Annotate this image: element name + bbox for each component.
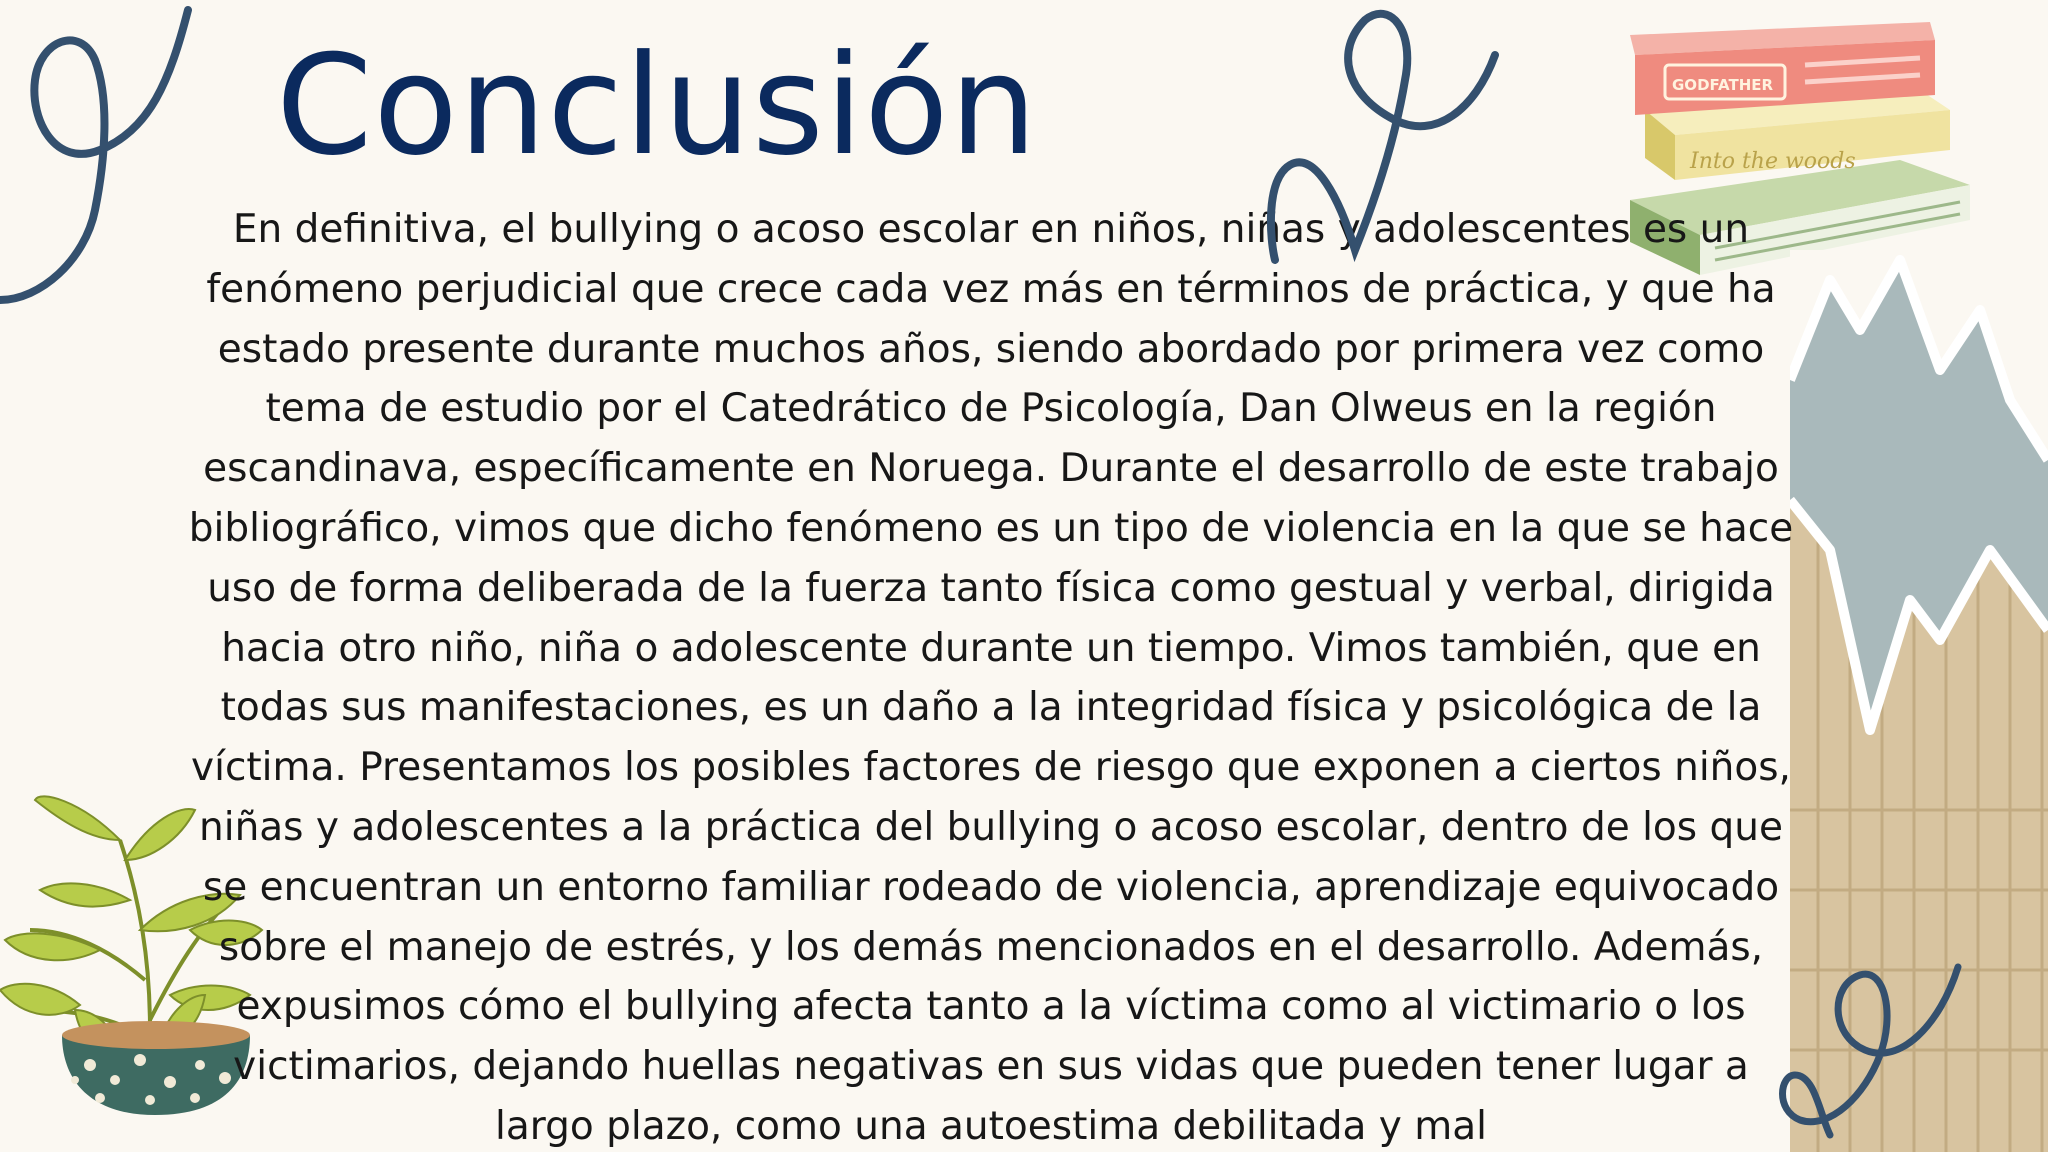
swirl-bottom-right-icon: [1770, 955, 1970, 1140]
conclusion-paragraph: En definitiva, el bullying o acoso escolar en niños, niñas y adolescentes es un fenómeno perjudicial que crece cada vez más en términos de práctica, y que ha estado presente durante muchos años, siendo abordado por primera vez como tema de estudio por el Catedrático de Psicología, Dan Olweus en la región escandinava, específicamente en Noruega. Durante el desarrollo de este trabajo bibliográfico, vimos que dicho fenómeno es un tipo de violencia en la que se hace uso de forma deliberada de la fuerza tanto física como gestual y verbal, dirigida hacia otro niño, niña o adolescente durante un tiempo. Vimos también, que en todas sus manifestaciones, es un daño a la integridad física y psicológica de la víctima. Presentamos los posibles factores de riesgo que exponen a ciertos niños, niñas y adolescentes a la práctica del bullying o acoso escolar, dentro de los que se encuentran un entorno familiar rodeado de violencia, aprendizaje equivocado sobre el manejo de estrés, y los demás mencionados en el desarrollo. Además, expusimos cómo el bullying afecta tanto a la víctima como al victimario o los victimarios, dejando huellas negativas en sus vidas que pueden tener lugar a largo plazo, como una autoestima debilitada y mal: [188, 207, 1794, 1149]
book-title-red: GODFATHER: [1672, 76, 1774, 94]
page-title: Conclusión: [276, 25, 1039, 186]
book-title-yellow: Into the woods: [1690, 149, 1856, 174]
swirl-top-center-icon: [1255, 0, 1515, 270]
swirl-top-left-icon: [0, 0, 200, 320]
